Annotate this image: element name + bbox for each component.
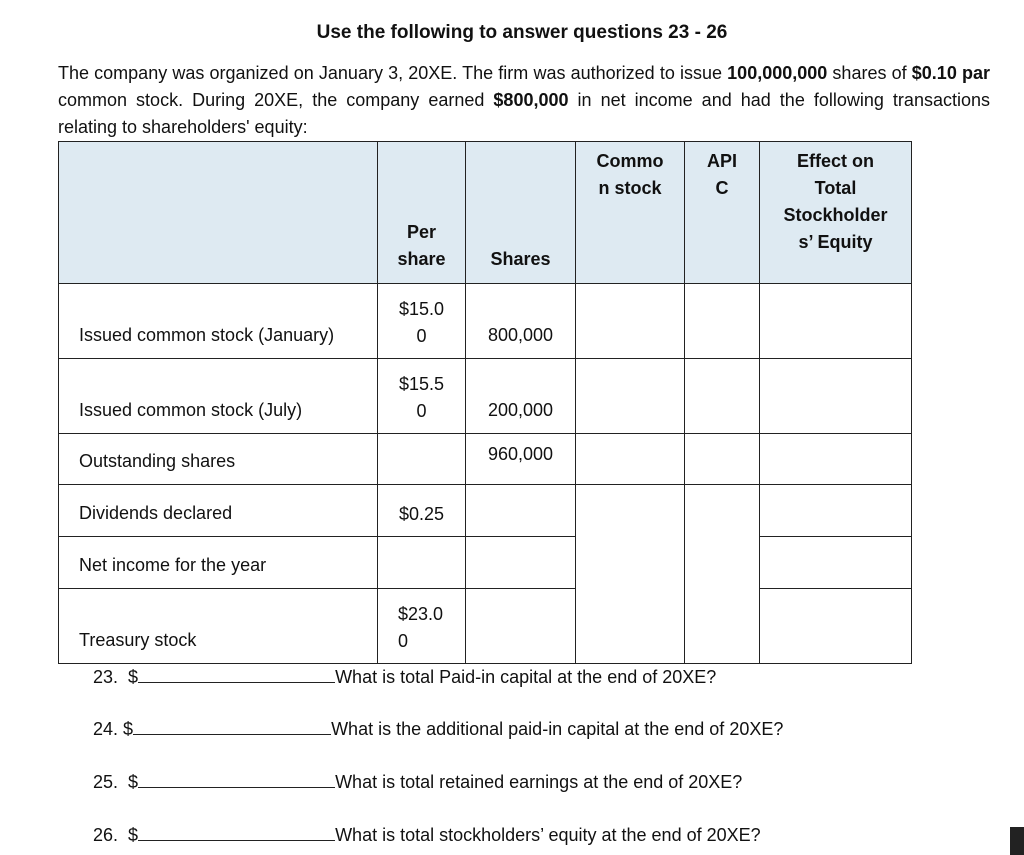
question-26: [93, 820, 761, 846]
shares-cell: 960,000: [466, 434, 576, 485]
header-apic: [685, 142, 760, 284]
blank-cell: [685, 485, 760, 537]
shares-cell[interactable]: [466, 589, 576, 664]
per-share-cell: [378, 284, 466, 359]
per-share-line1: $15.5: [398, 374, 445, 394]
row-label: Treasury stock: [59, 589, 378, 664]
row-label: Net income for the year: [59, 537, 378, 589]
question-number: 26.: [93, 825, 119, 845]
effect-cell[interactable]: [760, 359, 912, 434]
apic-cell[interactable]: [685, 284, 760, 359]
authorized-shares: 100,000,000: [727, 63, 828, 83]
table-row: [59, 485, 912, 537]
intro-text: shares of: [827, 63, 912, 83]
header-effect-line1: Effect on: [796, 151, 874, 171]
question-number: 23.: [93, 667, 119, 687]
question-24: [93, 714, 783, 740]
answer-blank-24[interactable]: [133, 714, 331, 735]
per-share-line2: 0: [398, 631, 409, 651]
equity-table: [58, 141, 912, 664]
question-text: What is total stockholders’ equity at the end of 20XE?: [335, 825, 761, 845]
question-23: [93, 662, 716, 688]
header-shares: Shares: [466, 142, 576, 284]
page-heading: Use the following to answer questions 23 - 26: [316, 22, 728, 43]
intro-text: The company was organized on January 3, 20XE. The firm was authorized to issue: [58, 63, 728, 83]
blank-cell: [576, 537, 685, 589]
row-label: Issued common stock (January): [59, 284, 378, 359]
row-label: Outstanding shares: [59, 434, 378, 485]
question-number: 25.: [93, 772, 119, 792]
blank-cell: [685, 537, 760, 589]
effect-cell[interactable]: [760, 589, 912, 664]
header-effect-line2: Total: [814, 178, 857, 198]
per-share-line1: $15.0: [398, 299, 445, 319]
dollar-sign: $: [128, 825, 139, 845]
question-25: [93, 767, 742, 793]
header-per-share-line1: Per: [406, 222, 437, 242]
per-share-line1: $0.25: [398, 504, 445, 524]
per-share-line2: 0: [416, 326, 427, 346]
per-share-line2: 0: [416, 401, 427, 421]
row-label: Dividends declared: [59, 485, 378, 537]
intro-text: in net income and had the following transactions relating to shareholders' equity:: [58, 90, 990, 137]
table-row: [59, 589, 912, 664]
header-common-stock-line1: Commo: [596, 151, 664, 171]
header-apic-line1: API: [706, 151, 737, 171]
dollar-sign: $: [128, 772, 139, 792]
answer-blank-26[interactable]: [138, 820, 335, 841]
header-apic-line2: C: [715, 178, 729, 198]
dollar-sign: $: [123, 719, 134, 739]
effect-cell[interactable]: [760, 537, 912, 589]
shares-cell: 800,000: [466, 284, 576, 359]
per-share-cell: [378, 359, 466, 434]
effect-cell[interactable]: [760, 284, 912, 359]
question-text: What is total Paid-in capital at the end of 20XE?: [335, 667, 717, 687]
par-value: $0.10 par: [911, 63, 990, 83]
dollar-sign: $: [128, 667, 139, 687]
effect-cell: [760, 434, 912, 485]
header-effect-line3: Stockholder: [783, 205, 888, 225]
per-share-line1: $23.0: [398, 604, 444, 624]
per-share-cell: [378, 589, 466, 664]
per-share-cell[interactable]: [378, 537, 466, 589]
intro-text: common stock. During 20XE, the company earned: [58, 90, 494, 110]
apic-cell[interactable]: [685, 434, 760, 485]
blank-cell: [685, 589, 760, 664]
corner-mark: [1010, 827, 1024, 855]
common-stock-cell[interactable]: [576, 284, 685, 359]
question-text: What is total retained earnings at the end of 20XE?: [335, 772, 743, 792]
answer-blank-23[interactable]: [138, 662, 335, 683]
shares-cell[interactable]: [466, 485, 576, 537]
table-row: [59, 537, 912, 589]
answer-blank-25[interactable]: [138, 767, 335, 788]
header-effect-equity: [760, 142, 912, 284]
question-number: 24.: [93, 719, 119, 739]
header-per-share-line2: share: [397, 249, 446, 269]
table-row: [59, 284, 912, 359]
header-per-share: [378, 142, 466, 284]
blank-cell: [576, 485, 685, 537]
header-common-stock: [576, 142, 685, 284]
intro-paragraph: [58, 60, 990, 141]
table-row: [59, 359, 912, 434]
table-header-row: [59, 142, 912, 284]
common-stock-cell[interactable]: [576, 434, 685, 485]
common-stock-cell[interactable]: [576, 359, 685, 434]
shares-cell: 200,000: [466, 359, 576, 434]
apic-cell[interactable]: [685, 359, 760, 434]
table-row: [59, 434, 912, 485]
row-label: Issued common stock (July): [59, 359, 378, 434]
question-text: What is the additional paid-in capital at the end of 20XE?: [331, 719, 784, 739]
header-blank: [59, 142, 378, 284]
effect-cell[interactable]: [760, 485, 912, 537]
blank-cell: [576, 589, 685, 664]
header-effect-line4: s’ Equity: [798, 232, 873, 252]
header-common-stock-line2: n stock: [598, 178, 662, 198]
per-share-cell: [378, 485, 466, 537]
per-share-cell: [378, 434, 466, 485]
shares-cell[interactable]: [466, 537, 576, 589]
net-income-value: $800,000: [493, 90, 569, 110]
